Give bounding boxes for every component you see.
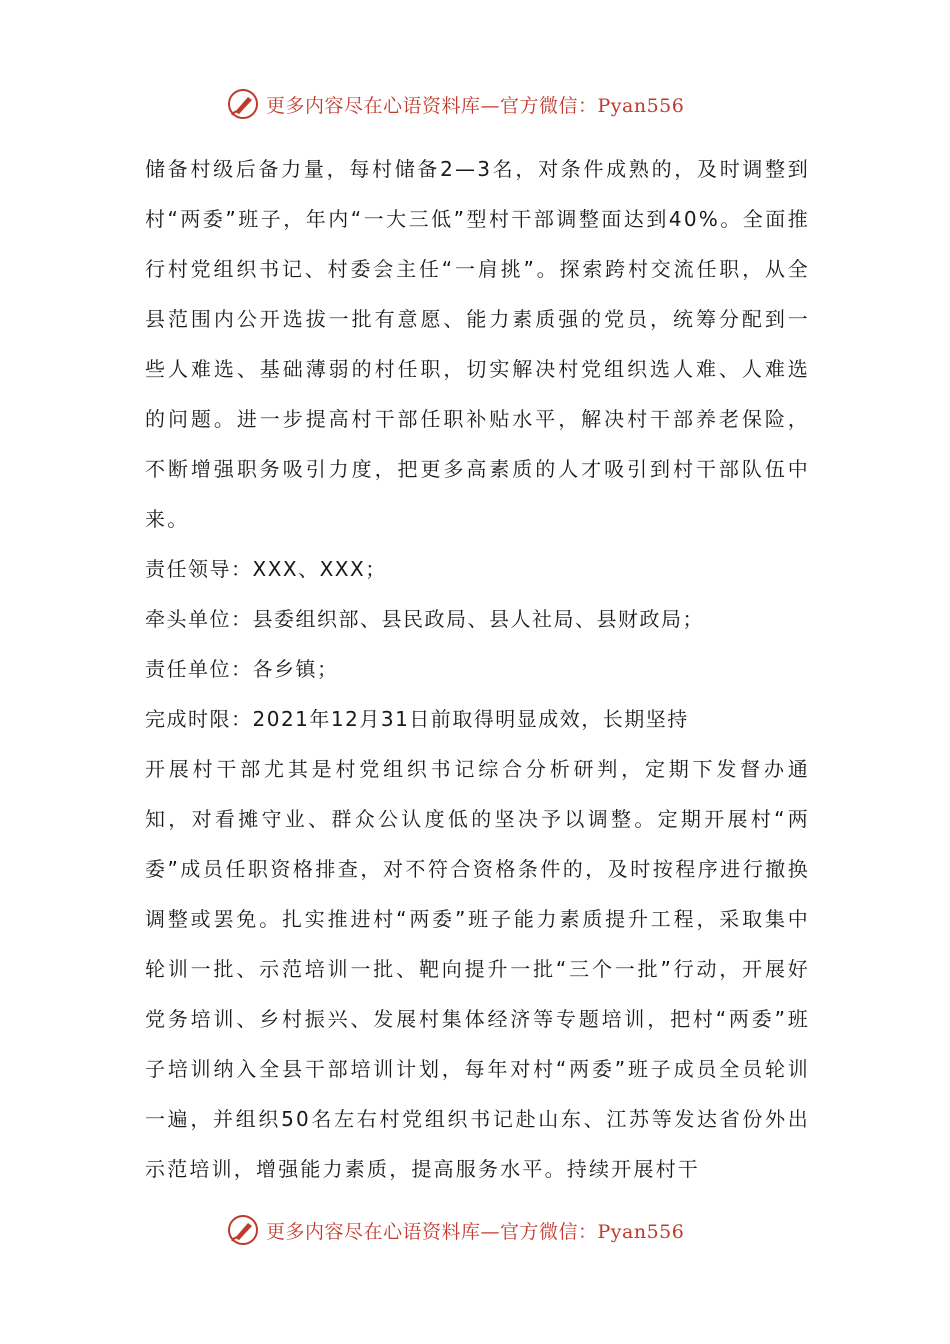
footer-banner	[226, 1208, 684, 1252]
responsible-leader: 责任领导：XXX、XXX；	[145, 557, 387, 581]
banner-text: 更多内容尽在心语资料库—官方微信：Pyan556	[266, 1220, 685, 1243]
lead-unit: 牵头单位：县委组织部、县民政局、县人社局、县财政局；	[145, 607, 704, 631]
pen-nib-icon	[226, 87, 260, 121]
banner-text: 更多内容尽在心语资料库—官方微信：Pyan556	[266, 94, 685, 117]
responsible-unit: 责任单位：各乡镇；	[145, 657, 339, 681]
deadline: 完成时限：2021年12月31日前取得明显成效，长期坚持	[145, 707, 689, 731]
document-body	[145, 144, 810, 1194]
header-banner	[226, 82, 684, 126]
paragraph-2: 开展村干部尤其是村党组织书记综合分析研判，定期下发督办通知，对看摊守业、群众公认度低的坚决予以调整。定期开展村“两委”成员任职资格排查，对不符合资格条件的，及时按程序进行撤换调整或罢免。扎实推进村“两委”班子能力素质提升工程，采取集中轮训一批、示范培训一批、靶向提升一批“三个一批”行动，开展好党务培训、乡村振兴、发展村集体经济等专题培训，把村“两委”班子培训纳入全县干部培训计划，每年对村“两委”班子成员全员轮训一遍，并组织50名左右村党组织书记赴山东、江苏等发达省份外出示范培训，增强能力素质，提高服务水平。持续开展村干	[145, 757, 810, 1181]
paragraph-1: 储备村级后备力量，每村储备2—3名，对条件成熟的，及时调整到村“两委”班子，年内“一大三低”型村干部调整面达到40%。全面推行村党组织书记、村委会主任“一肩挑”。探索跨村交流任职，从全县范围内公开选拔一批有意愿、能力素质强的党员，统筹分配到一些人难选、基础薄弱的村任职，切实解决村党组织选人难、人难选的问题。进一步提高村干部任职补贴水平，解决村干部养老保险，不断增强职务吸引力度，把更多高素质的人才吸引到村干部队伍中来。	[145, 157, 810, 531]
pen-nib-icon	[226, 1213, 260, 1247]
